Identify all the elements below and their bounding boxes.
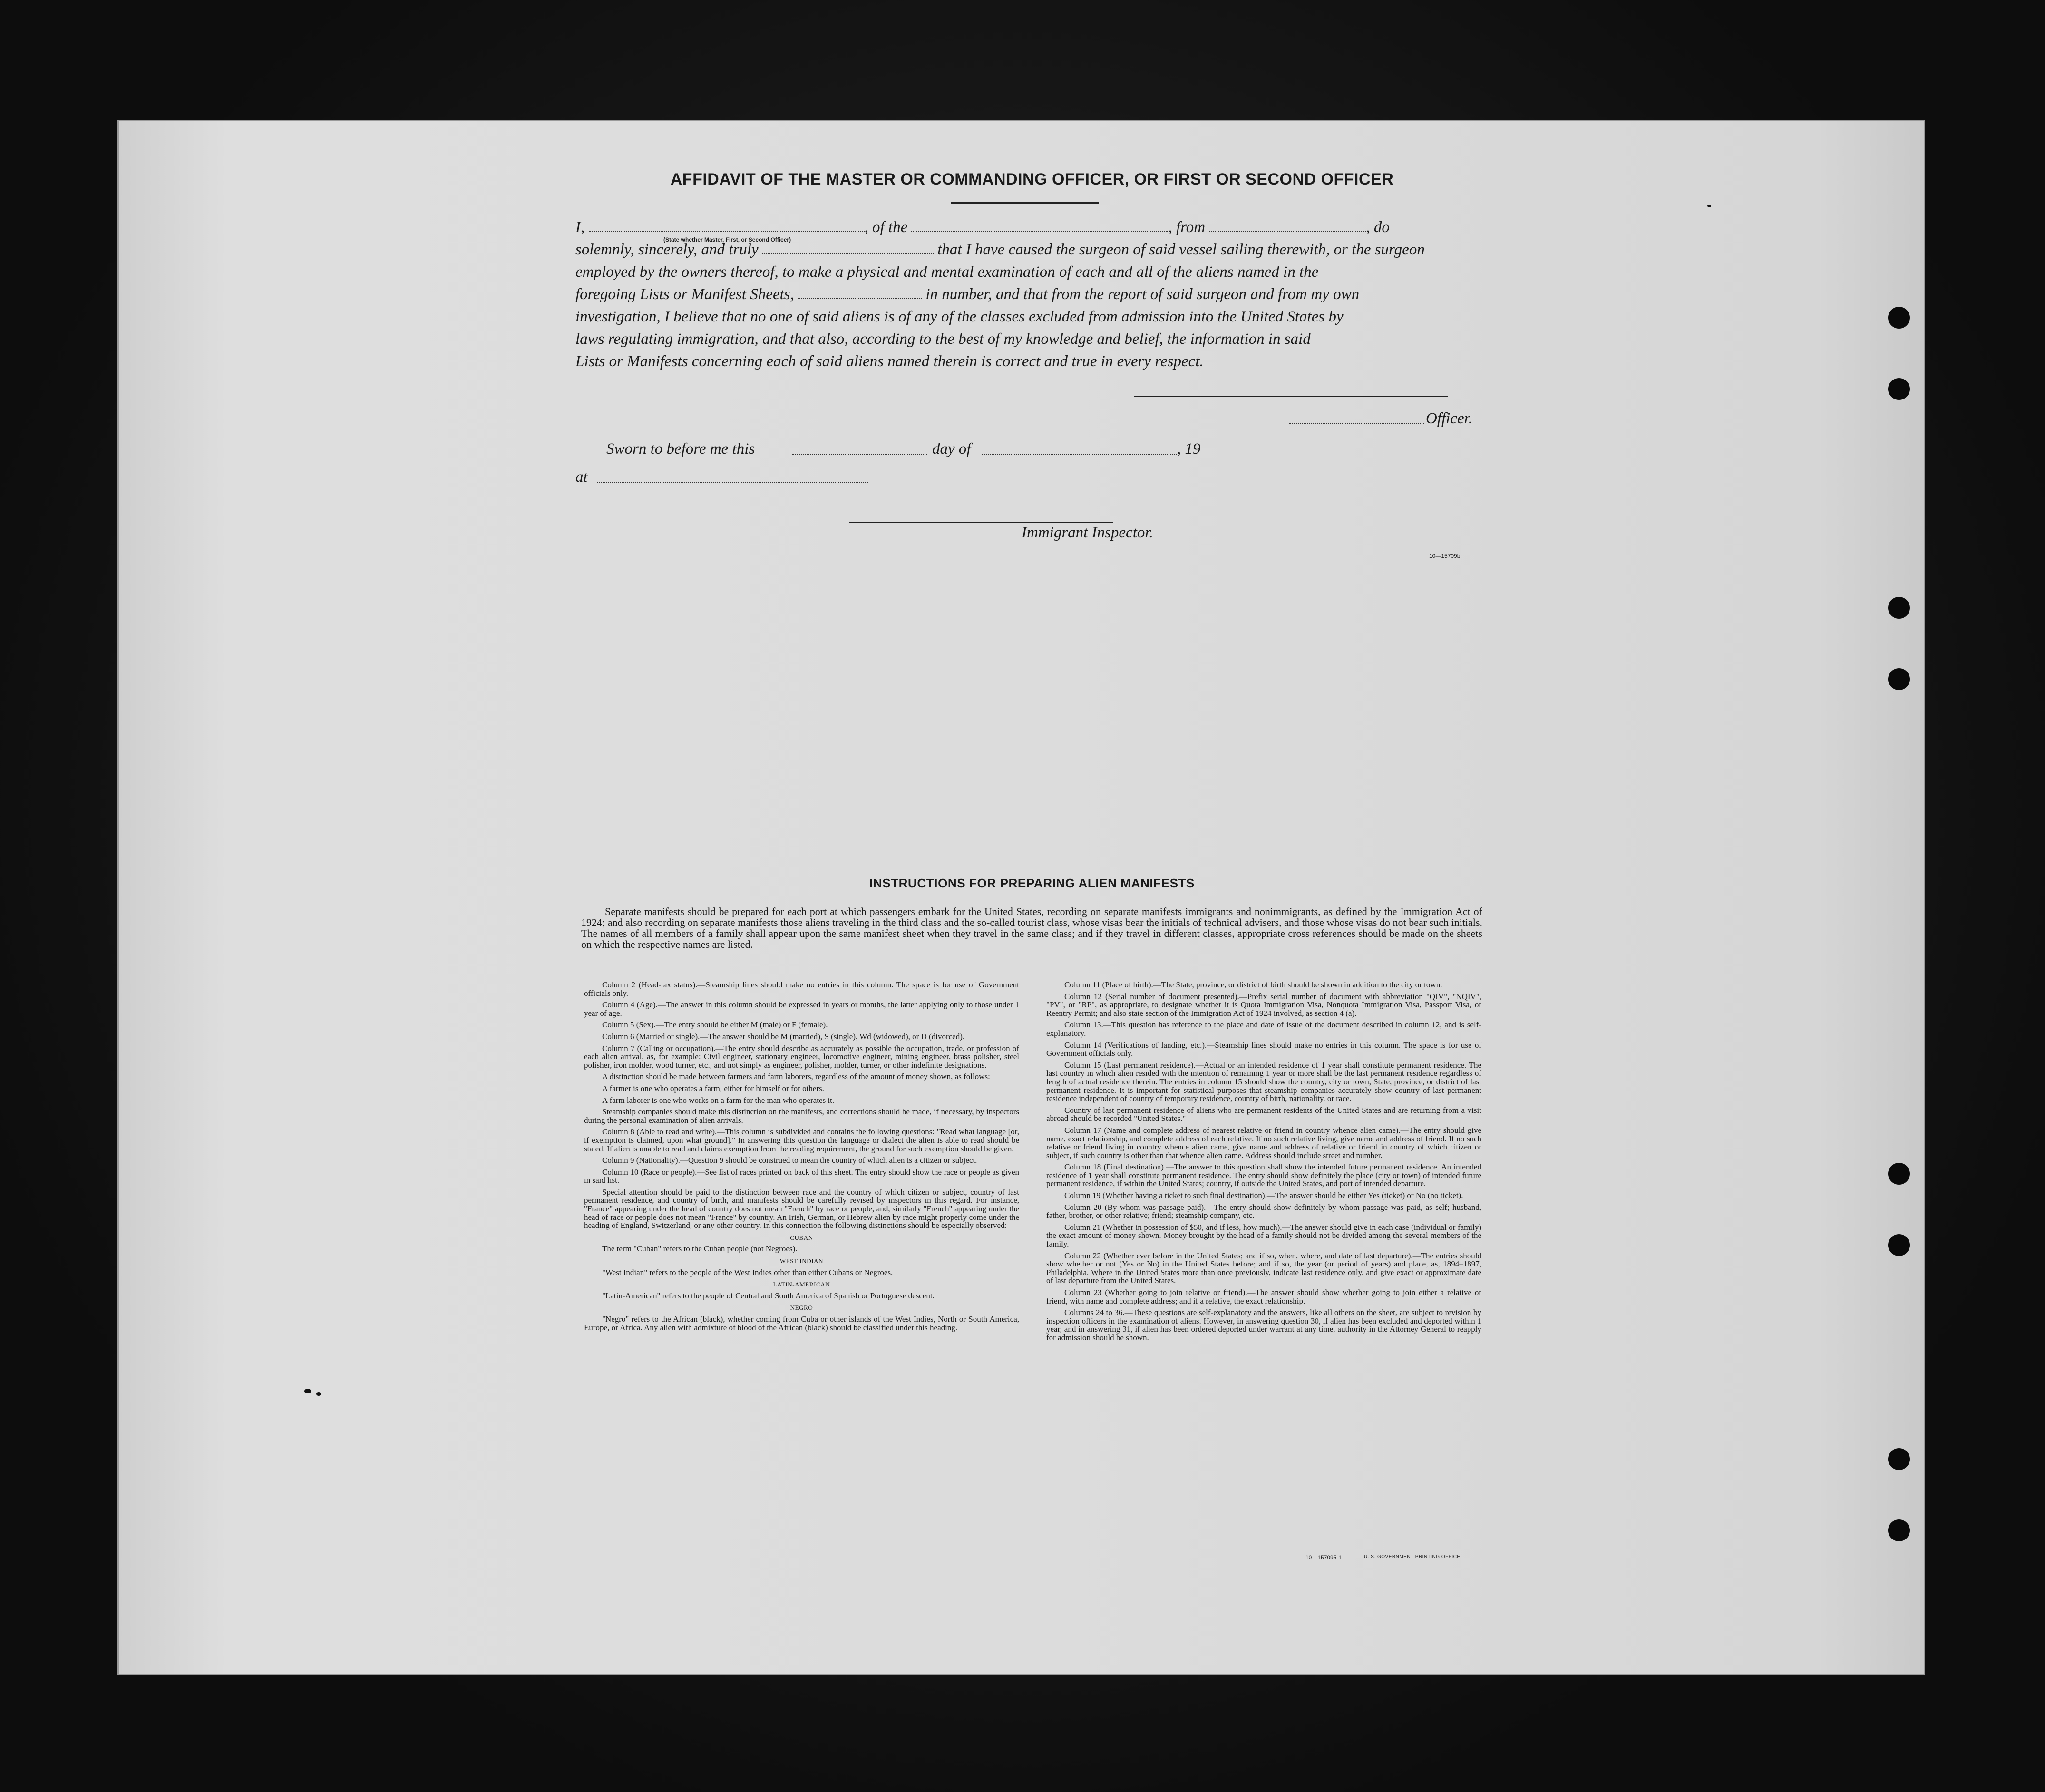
instructions-right-column bbox=[1046, 981, 1481, 1345]
instruction-paragraph: Column 9 (Nationality).—Question 9 should be construed to mean the country of which alien is a citizen or subject. bbox=[602, 1156, 977, 1165]
blank-field bbox=[911, 221, 1168, 232]
instruction-paragraph: A farm laborer is one who works on a farm for the man who operates it. bbox=[602, 1095, 835, 1105]
affidavit-text: in number, and that from the report of said surgeon and from my own bbox=[925, 286, 1360, 303]
instruction-paragraph: Column 15 (Last permanent residence).—Actual or an intended residence of 1 year shall constitute permanent residence. The last country in which alien resided with the intention of remaining 1 year or more shall be the last permanent residence regardless of length of actual residence therein. The entries in column 15 should show the country, city or town, State, province, or district of last permanent residence. It is important for statistical purposes that steamship companies accurately show country of last permanent residence independent of country of temporary residence, country of birth, nationality, or race. bbox=[1046, 1060, 1481, 1103]
inspector-label: Immigrant Inspector. bbox=[1022, 524, 1153, 541]
affidavit-title: AFFIDAVIT OF THE MASTER OR COMMANDING OFFICER, OR FIRST OR SECOND OFFICER bbox=[670, 170, 1394, 188]
instruction-paragraph: "Latin-American" refers to the people of Central and South America of Spanish or Portuguese descent. bbox=[602, 1291, 935, 1300]
blank-field bbox=[982, 444, 1177, 455]
instruction-paragraph: Column 23 (Whether going to join relative or friend).—The answer should show whether going to join either a relative or friend, with name and complete address; and if a relative, the exact relationship. bbox=[1046, 1288, 1481, 1305]
blank-field bbox=[1209, 221, 1366, 232]
affidavit-line bbox=[575, 216, 1484, 239]
instruction-paragraph: Column 11 (Place of birth).—The State, province, or district of birth should be shown in addition to the city or town. bbox=[1064, 980, 1442, 989]
title-divider bbox=[951, 202, 1099, 204]
affidavit-line: laws regulating immigration, and that also, according to the best of my knowledge and belief, the information in said bbox=[575, 331, 1311, 348]
section-heading: CUBAN bbox=[790, 1234, 813, 1241]
punch-hole bbox=[1888, 1163, 1910, 1185]
affidavit-line bbox=[575, 283, 1484, 306]
instruction-paragraph: Column 21 (Whether in possession of $50, and if less, how much).—The answer should give in each case (individual or family) the exact amount of money shown. Money brought by the head of a family should not be divided among the several members of the family. bbox=[1046, 1222, 1481, 1249]
instruction-paragraph: A farmer is one who operates a farm, either for himself or for others. bbox=[602, 1083, 824, 1093]
instruction-paragraph: Columns 24 to 36.—These questions are self-explanatory and the answers, like all others on the sheet, are subject to revision by inspection officers in the examination of aliens. However, in answering question 30, if alien has been excluded and deported within 1 year, and in answering 31, if alien has been ordered deported under warrant at any time, authority in the Attorney General to reapply for admission should be shown. bbox=[1046, 1308, 1481, 1342]
punch-hole bbox=[1888, 1448, 1910, 1470]
instruction-paragraph: A distinction should be made between farmers and farm laborers, regardless of the amount of money shown, as follows: bbox=[602, 1072, 990, 1081]
ink-speck bbox=[304, 1389, 311, 1393]
punch-hole bbox=[1888, 378, 1910, 400]
affidavit-text: solemnly, sincerely, and truly bbox=[575, 241, 759, 258]
inspector-signature-line bbox=[849, 522, 1113, 523]
sworn-text: day of bbox=[932, 440, 971, 458]
punch-hole bbox=[1888, 597, 1910, 619]
instruction-paragraph: "Negro" refers to the African (black), whether coming from Cuba or other islands of the West Indies, North or South America, Europe, or Africa. Any alien with admixture of blood of the African (black) should be classified under this heading. bbox=[584, 1315, 1019, 1332]
instruction-paragraph: Country of last permanent residence of aliens who are permanent residents of the United States and are returning from a visit abroad should be recorded "United States." bbox=[1046, 1105, 1481, 1123]
section-heading: NEGRO bbox=[790, 1304, 813, 1312]
instruction-paragraph: Column 10 (Race or people).—See list of races printed on back of this sheet. The entry should show the race or people as given in said list. bbox=[584, 1167, 1019, 1185]
instructions-intro: Separate manifests should be prepared for each port at which passengers embark for the United States, recording on separate manifests immigrants and nonimmigrants, as defined by the Immigration Act of 1924; and also recording on separate manifests those aliens traveling in the third class and the so-called tourist class, whose visas bear the initials of technical advisers, and those whose visas do not bear such initials. The names of all members of a family shall appear upon the same manifest sheet when they travel in the same class; and if they travel in different classes, appropriate cross references should be made on the sheets on which the respective names are listed. bbox=[581, 906, 1482, 950]
affidavit-text: , of the bbox=[864, 219, 908, 236]
instruction-paragraph: Column 22 (Whether ever before in the United States; and if so, when, where, and date of last departure).—The entries should show whether or not (Yes or No) in the United States before; and if so, the year (or period of years) and place, as, 1894–1897, Philadelphia. Where in the United States more than once previously, indicate last residence only, and give exact or approximate date of last departure from the United States. bbox=[1046, 1251, 1481, 1286]
blank-field bbox=[792, 444, 927, 455]
instruction-paragraph: Column 5 (Sex).—The entry should be either M (male) or F (female). bbox=[602, 1020, 828, 1030]
instruction-paragraph: Column 4 (Age).—The answer in this column should be expressed in years or months, the latter applying only to those under 1 year of age. bbox=[584, 1000, 1019, 1018]
affidavit-line: investigation, I believe that no one of said aliens is of any of the classes excluded from admission into the United States by bbox=[575, 308, 1344, 325]
officer-rank-note: (State whether Master, First, or Second Officer) bbox=[663, 236, 791, 243]
instruction-paragraph: Column 7 (Calling or occupation).—The entry should describe as accurately as possible the occupation, trade, or profession of each alien arrival, as, for example: Civil engineer, stationary engineer, locomotive engineer, mining engineer, brass polisher, steel polisher, iron molder, wood turner, etc., and not simply as engineer, polisher, molder, turner, or other indefinite designations. bbox=[584, 1043, 1019, 1070]
section-heading: WEST INDIAN bbox=[779, 1257, 824, 1265]
punch-hole bbox=[1888, 307, 1910, 329]
blank-field bbox=[589, 221, 865, 232]
affidavit-text: that I have caused the surgeon of said vessel sailing therewith, or the surgeon bbox=[937, 241, 1425, 258]
affidavit-line: employed by the owners thereof, to make a physical and mental examination of each and all of the aliens named in the bbox=[575, 263, 1319, 281]
punch-hole bbox=[1888, 668, 1910, 690]
instruction-paragraph: Column 12 (Serial number of document presented).—Prefix serial number of document with abbreviation "QIV", "NQIV", "PV", or "RP", as appropriate, to designate whether it is Quota Immigration Visa, Nonquota Immigration Visa, Passport Visa, or Reentry Permit; and also state section of the Immigration Act of 1924 involved, as section 4 (a). bbox=[1046, 992, 1481, 1018]
instruction-paragraph: The term "Cuban" refers to the Cuban people (not Negroes). bbox=[602, 1244, 798, 1254]
footer-printer: U. S. GOVERNMENT PRINTING OFFICE bbox=[1364, 1554, 1461, 1559]
punch-hole bbox=[1888, 1234, 1910, 1256]
instruction-paragraph: Steamship companies should make this distinction on the manifests, and corrections should be made, if necessary, by inspectors during the personal examination of alien arrivals. bbox=[584, 1107, 1019, 1125]
affidavit-text: , do bbox=[1366, 219, 1390, 236]
instruction-paragraph: "West Indian" refers to the people of the West Indies other than either Cubans or Negroes. bbox=[602, 1267, 893, 1277]
ink-speck bbox=[1707, 205, 1711, 207]
officer-label: Officer. bbox=[1426, 410, 1473, 427]
instruction-paragraph: Column 13.—This question has reference to the place and date of issue of the document described in column 12, and is self-explanatory. bbox=[1046, 1020, 1481, 1038]
instruction-paragraph: Column 6 (Married or single).—The answer should be M (married), S (single), Wd (widowed), or D (divorced). bbox=[602, 1032, 965, 1041]
instructions-title: INSTRUCTIONS FOR PREPARING ALIEN MANIFESTS bbox=[869, 876, 1195, 890]
ink-speck bbox=[316, 1392, 321, 1396]
form-code: 10—15709b bbox=[1429, 553, 1461, 559]
instruction-paragraph: Column 14 (Verifications of landing, etc.).—Steamship lines should make no entries in this column. The space is for use of Government officials only. bbox=[1046, 1040, 1481, 1058]
instruction-paragraph: Column 2 (Head-tax status).—Steamship lines should make no entries in this column. The space is for use of Government officials only. bbox=[584, 980, 1019, 998]
instruction-paragraph: Special attention should be paid to the distinction between race and the country of which citizen or subject, country of last permanent residence, and country of birth, and manifests should be carefully revised by inspectors in this regard. For instance, "France" appearing under the head of country does not mean "French" by race or people, and, similarly "French" appearing under the head of race or people does not mean "France" by country. An Irish, German, or Hebrew alien by race might properly come under the heading of England, Switzerland, or any other country. In this connection the following distinctions should be especially observed: bbox=[584, 1187, 1019, 1230]
sworn-text: , 19 bbox=[1177, 440, 1201, 458]
affidavit-text: I, bbox=[575, 219, 585, 236]
footer-form-code: 10—157095-1 bbox=[1305, 1554, 1342, 1561]
instruction-paragraph: Column 8 (Able to read and write).—This column is subdivided and contains the following questions: "Read what language [or, if exemption is claimed, upon what ground]." In answering this question the language or dialect the alien is able to read should be stated. If alien is unable to read and claims exemption from the reading requirement, the ground for such exemption should be given. bbox=[584, 1127, 1019, 1153]
blank-field bbox=[1289, 413, 1424, 424]
sworn-text: Sworn to before me this bbox=[606, 440, 755, 458]
affidavit-text: foregoing Lists or Manifest Sheets, bbox=[575, 286, 794, 303]
instruction-paragraph: Column 17 (Name and complete address of nearest relative or friend in country whence alien came).—The entry should give name, exact relationship, and complete address of each relative. If no such relative living, give name and address of friend. If no such relative or friend living in country whence alien came, give name and address of relative or friend in country of which citizen or subject, if such country is other than that whence alien came. Address should include street and number. bbox=[1046, 1125, 1481, 1160]
blank-field bbox=[798, 288, 922, 299]
section-heading: LATIN-AMERICAN bbox=[773, 1281, 830, 1288]
blank-field bbox=[762, 243, 934, 254]
instruction-paragraph: Column 18 (Final destination).—The answer to this question shall show the intended future permanent residence. An intended residence of 1 year shall constitute permanent residence. The entry should show definitely the place (city or town) of intended future permanent residence, if within the United States; country, if outside the United States, and port of intended departure. bbox=[1046, 1162, 1481, 1188]
at-label: at bbox=[575, 468, 588, 486]
signature-line bbox=[1134, 396, 1448, 397]
blank-field bbox=[597, 472, 868, 483]
punch-hole bbox=[1888, 1519, 1910, 1541]
affidavit-line: Lists or Manifests concerning each of said aliens named therein is correct and true in every respect. bbox=[575, 353, 1204, 370]
instructions-left-column bbox=[584, 981, 1019, 1335]
affidavit-text: , from bbox=[1168, 219, 1206, 236]
instruction-paragraph: Column 20 (By whom was passage paid).—The entry should show definitely by whom passage was paid, as self; husband, father, brother, or other relative; friend; steamship company, etc. bbox=[1046, 1202, 1481, 1220]
instruction-paragraph: Column 19 (Whether having a ticket to such final destination).—The answer should be either Yes (ticket) or No (no ticket). bbox=[1064, 1191, 1463, 1200]
